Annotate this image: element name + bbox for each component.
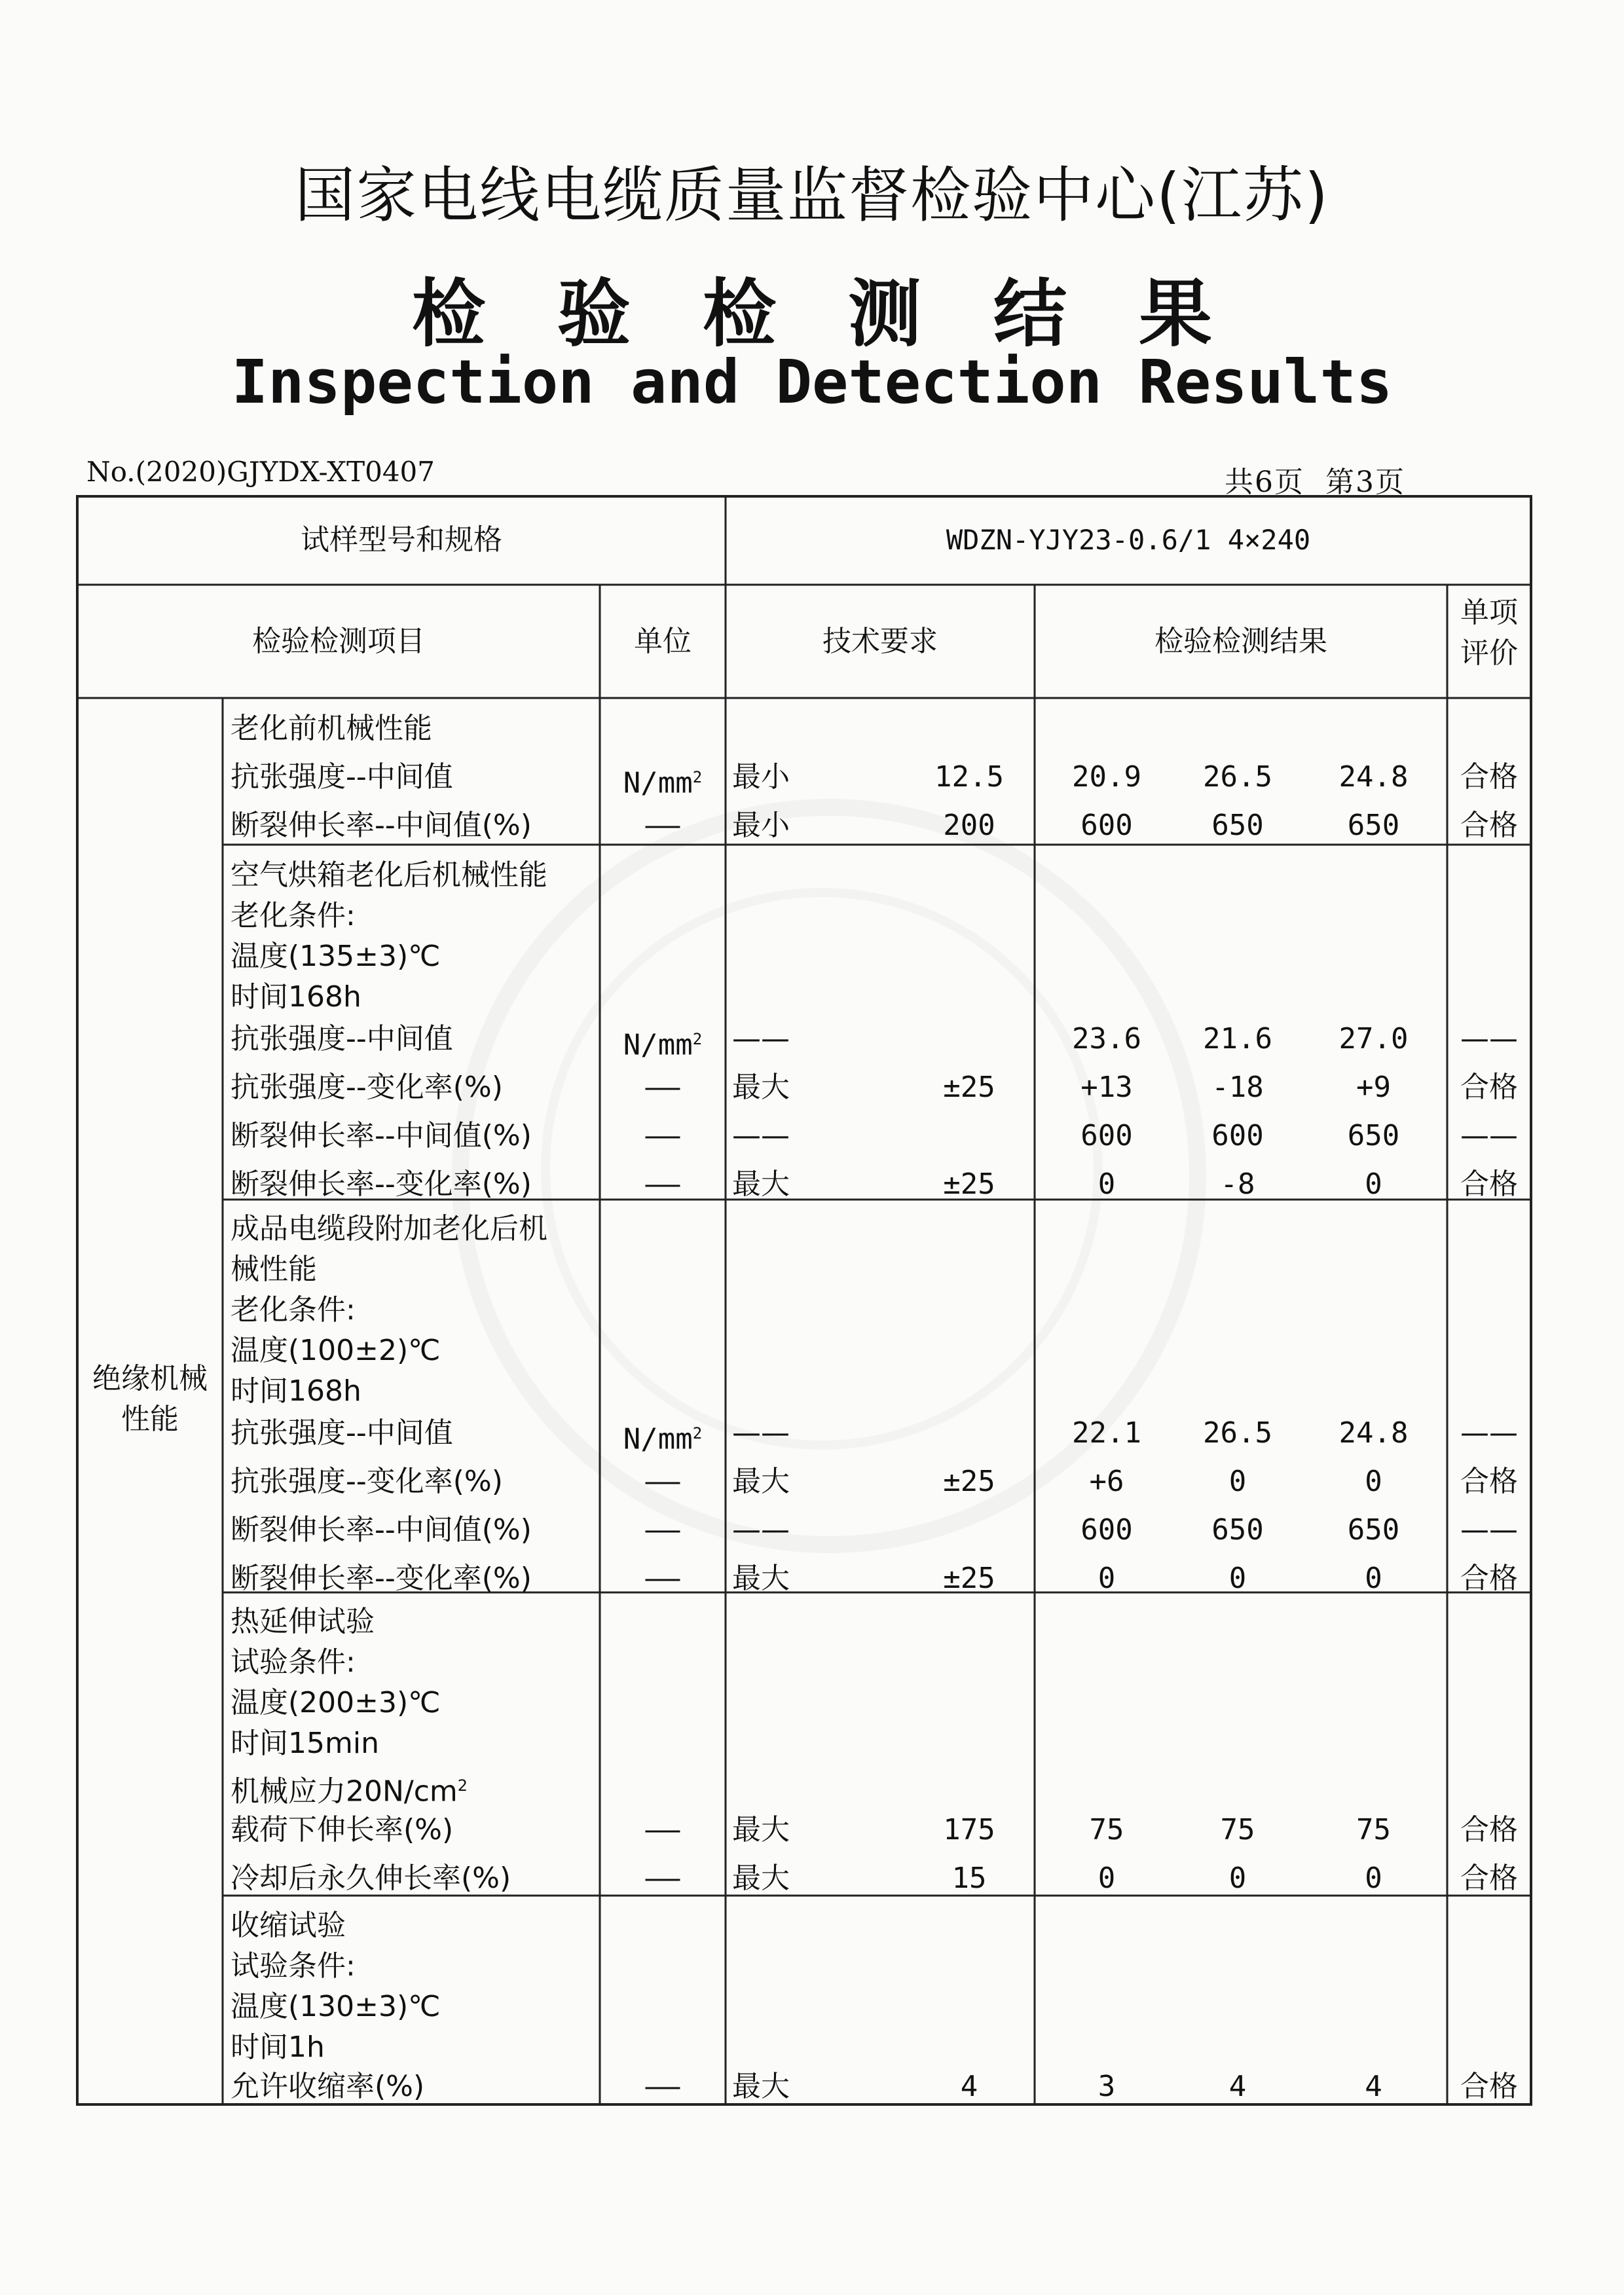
row-eval: 合格 bbox=[1460, 1862, 1518, 1895]
row-r1: +6 bbox=[1089, 1465, 1124, 1498]
row-req-type: 最小 bbox=[732, 760, 790, 794]
row-label: 械性能 bbox=[231, 1253, 317, 1286]
row-r1: 22.1 bbox=[1072, 1416, 1141, 1450]
row-r1: 23.6 bbox=[1072, 1022, 1141, 1056]
row-unit: —— bbox=[645, 1119, 680, 1152]
row-r1: 20.9 bbox=[1072, 760, 1141, 794]
row-r3: 4 bbox=[1365, 2070, 1382, 2103]
col-requirement-header: 技术要求 bbox=[822, 625, 938, 658]
row-r2: 650 bbox=[1211, 809, 1264, 842]
row-r3: 24.8 bbox=[1338, 1416, 1409, 1450]
row-unit: $N/mm^2$ bbox=[623, 1028, 703, 1062]
row-label: 断裂伸长率--变化率(%) bbox=[231, 1562, 532, 1595]
row-label: 老化前机械性能 bbox=[231, 712, 432, 745]
row-r2: 26.5 bbox=[1203, 760, 1272, 794]
row-unit: —— bbox=[645, 1513, 680, 1547]
row-label: 抗张强度--中间值 bbox=[231, 1022, 453, 1056]
row-r2: 26.5 bbox=[1203, 1416, 1272, 1450]
row-label: 温度(100±2)℃ bbox=[231, 1334, 441, 1367]
row-unit: —— bbox=[645, 1813, 680, 1846]
row-label: 时间15min bbox=[231, 1727, 379, 1760]
row-label: 试验条件: bbox=[231, 1645, 356, 1679]
row-req-type: 最大 bbox=[732, 1813, 790, 1846]
col-unit-header: 单位 bbox=[634, 625, 692, 658]
row-eval: 合格 bbox=[1460, 809, 1518, 842]
row-label: 允许收缩率(%) bbox=[231, 2070, 425, 2103]
results-title-cn: 检验检测结果 bbox=[412, 272, 1284, 357]
row-label: 断裂伸长率--中间值(%) bbox=[231, 1119, 532, 1152]
row-req-value: 12.5 bbox=[934, 760, 1004, 794]
row-r1: 0 bbox=[1098, 1862, 1116, 1895]
document-number: No.(2020)GJYDX-XT0407 bbox=[86, 456, 435, 488]
row-unit: $N/mm^2$ bbox=[623, 766, 703, 800]
row-eval: 合格 bbox=[1460, 1167, 1518, 1201]
row-unit: —— bbox=[645, 2070, 680, 2103]
row-label: 试验条件: bbox=[231, 1949, 356, 1983]
row-label: 老化条件: bbox=[231, 899, 356, 932]
row-r3: 650 bbox=[1347, 1513, 1400, 1547]
row-eval: —— bbox=[1460, 1416, 1518, 1450]
superscript: 2 bbox=[692, 1030, 703, 1048]
row-req-type: 最大 bbox=[732, 1465, 790, 1498]
row-r1: 3 bbox=[1098, 2070, 1116, 2103]
row-eval: —— bbox=[1460, 1513, 1518, 1547]
row-eval: 合格 bbox=[1460, 1562, 1518, 1595]
row-unit: —— bbox=[645, 1862, 680, 1895]
col-eval-header-line1: 单项 bbox=[1460, 596, 1518, 629]
category-label-line2: 性能 bbox=[121, 1403, 179, 1436]
row-req-type: 最大 bbox=[732, 1562, 790, 1595]
row-label: 抗张强度--变化率(%) bbox=[231, 1071, 503, 1104]
row-label: 成品电缆段附加老化后机 bbox=[231, 1212, 547, 1245]
row-req-type: 最大 bbox=[732, 1071, 790, 1104]
row-label: 收缩试验 bbox=[231, 1909, 346, 1942]
row-label: 老化条件: bbox=[231, 1293, 356, 1327]
superscript: 2 bbox=[692, 768, 703, 786]
row-eval: 合格 bbox=[1460, 1071, 1518, 1104]
row-r2: 600 bbox=[1211, 1119, 1264, 1152]
row-unit: —— bbox=[645, 1071, 680, 1104]
row-label: 温度(130±3)℃ bbox=[231, 1990, 441, 2023]
row-req-value: ±25 bbox=[943, 1167, 995, 1201]
row-r3: 0 bbox=[1365, 1562, 1382, 1595]
row-req-value: 4 bbox=[960, 2070, 978, 2103]
row-r2: -18 bbox=[1211, 1071, 1264, 1104]
category-label-line1: 绝缘机械 bbox=[92, 1362, 208, 1395]
row-r3: 27.0 bbox=[1338, 1022, 1409, 1056]
row-label: 抗张强度--中间值 bbox=[231, 1416, 453, 1450]
row-req-value: 175 bbox=[943, 1813, 995, 1846]
sample-label: 试样型号和规格 bbox=[301, 523, 502, 557]
row-req-value: ±25 bbox=[943, 1562, 995, 1595]
row-unit: —— bbox=[645, 1465, 680, 1498]
row-req-type: —— bbox=[732, 1119, 790, 1152]
row-label: 冷却后永久伸长率(%) bbox=[231, 1862, 511, 1895]
row-req-type: —— bbox=[732, 1416, 790, 1450]
row-label: 载荷下伸长率(%) bbox=[231, 1813, 454, 1846]
sample-value: WDZN-YJY23-0.6/1 4×240 bbox=[946, 524, 1311, 556]
row-r1: 75 bbox=[1089, 1813, 1124, 1846]
row-r2: 0 bbox=[1228, 1465, 1247, 1498]
row-r3: 0 bbox=[1365, 1465, 1382, 1498]
row-req-type: —— bbox=[732, 1513, 790, 1547]
row-r3: +9 bbox=[1356, 1071, 1391, 1104]
row-label: 时间1h bbox=[231, 2030, 325, 2064]
row-eval: —— bbox=[1460, 1022, 1518, 1056]
row-label: 温度(135±3)℃ bbox=[231, 940, 441, 973]
row-r3: 650 bbox=[1347, 1119, 1400, 1152]
row-req-value: ±25 bbox=[943, 1465, 995, 1498]
row-req-value: ±25 bbox=[943, 1071, 995, 1104]
row-r2: 21.6 bbox=[1203, 1022, 1272, 1056]
row-r3: 650 bbox=[1347, 809, 1400, 842]
row-label: 时间168h bbox=[231, 1374, 361, 1408]
row-label: 断裂伸长率--中间值(%) bbox=[231, 1513, 532, 1547]
row-unit: —— bbox=[645, 809, 680, 842]
row-r2: 75 bbox=[1220, 1813, 1255, 1846]
superscript: 2 bbox=[457, 1776, 468, 1795]
row-req-type: —— bbox=[732, 1022, 790, 1056]
row-r2: 0 bbox=[1228, 1862, 1247, 1895]
row-r2: -8 bbox=[1220, 1167, 1255, 1201]
col-item-header: 检验检测项目 bbox=[252, 625, 425, 658]
row-label: 断裂伸长率--变化率(%) bbox=[231, 1167, 532, 1201]
row-req-value: 200 bbox=[943, 809, 995, 842]
row-eval: 合格 bbox=[1460, 1465, 1518, 1498]
row-r1: 0 bbox=[1098, 1562, 1116, 1595]
row-r1: 600 bbox=[1080, 1513, 1133, 1547]
col-result-header: 检验检测结果 bbox=[1154, 625, 1327, 658]
row-label: 机械应力$20N/cm^2$ bbox=[231, 1774, 468, 1808]
row-label: 抗张强度--中间值 bbox=[231, 760, 453, 794]
col-eval-header-line2: 评价 bbox=[1460, 636, 1518, 670]
results-title-en: Inspection and Detection Results bbox=[231, 347, 1393, 417]
row-eval: 合格 bbox=[1460, 2070, 1518, 2103]
row-label: 热延伸试验 bbox=[231, 1605, 375, 1638]
row-r2: 650 bbox=[1211, 1513, 1264, 1547]
row-req-type: 最大 bbox=[732, 1167, 790, 1201]
row-r3: 0 bbox=[1365, 1862, 1382, 1895]
row-unit: —— bbox=[645, 1167, 680, 1201]
superscript: 2 bbox=[692, 1424, 703, 1442]
row-req-value: 15 bbox=[951, 1862, 987, 1895]
row-label: 抗张强度--变化率(%) bbox=[231, 1465, 503, 1498]
row-r1: 600 bbox=[1080, 1119, 1133, 1152]
row-r1: 600 bbox=[1080, 809, 1133, 842]
row-unit: $N/mm^2$ bbox=[623, 1422, 703, 1456]
row-r2: 0 bbox=[1228, 1562, 1247, 1595]
row-label: 时间168h bbox=[231, 980, 361, 1014]
page-count: 共6页 第3页 bbox=[1225, 466, 1405, 499]
row-r2: 4 bbox=[1228, 2070, 1247, 2103]
row-req-type: 最大 bbox=[732, 2070, 790, 2103]
row-eval: 合格 bbox=[1460, 760, 1518, 794]
row-r1: +13 bbox=[1080, 1071, 1133, 1104]
organization-title: 国家电线电缆质量监督检验中心(江苏) bbox=[295, 160, 1329, 230]
row-req-type: 最小 bbox=[732, 809, 790, 842]
row-req-type: 最大 bbox=[732, 1862, 790, 1895]
row-label: 断裂伸长率--中间值(%) bbox=[231, 809, 532, 842]
row-label: 空气烘箱老化后机械性能 bbox=[231, 858, 547, 892]
row-eval: —— bbox=[1460, 1119, 1518, 1152]
row-label: 温度(200±3)℃ bbox=[231, 1686, 441, 1719]
row-unit: —— bbox=[645, 1562, 680, 1595]
row-r3: 75 bbox=[1356, 1813, 1391, 1846]
row-r1: 0 bbox=[1098, 1167, 1116, 1201]
row-r3: 0 bbox=[1365, 1167, 1382, 1201]
row-eval: 合格 bbox=[1460, 1813, 1518, 1846]
row-r3: 24.8 bbox=[1338, 760, 1409, 794]
